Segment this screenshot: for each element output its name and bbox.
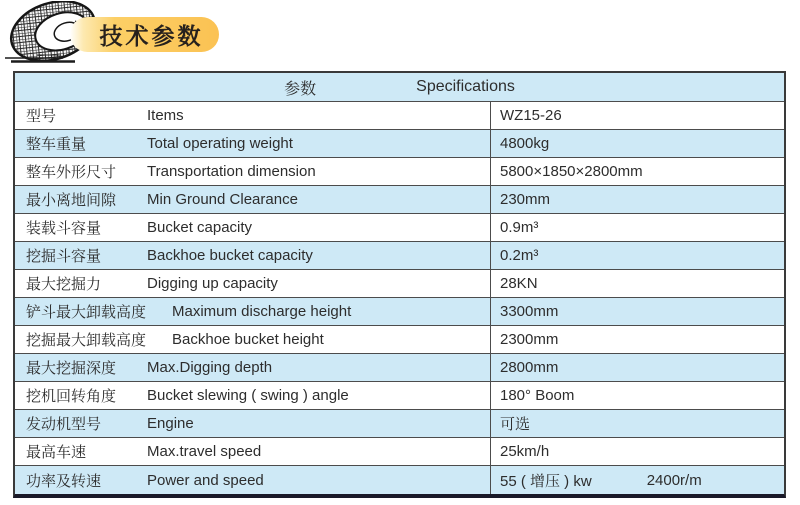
row-value-cell — [490, 326, 784, 353]
row-value: 55 ( 增压 ) kw — [500, 472, 592, 490]
spec-table — [13, 71, 786, 498]
row-value-cell — [490, 130, 784, 157]
row-label-cn: 型号 — [26, 108, 57, 125]
table-row — [15, 438, 784, 466]
table-row — [15, 130, 784, 158]
table-row — [15, 214, 784, 242]
table-header-cn: 参数 — [284, 80, 317, 98]
row-label-cell — [15, 186, 490, 213]
table-row — [15, 410, 784, 438]
table-row — [15, 270, 784, 298]
row-label-cn: 最小离地间隙 — [26, 192, 117, 209]
table-row — [15, 298, 784, 326]
row-value-cell — [490, 270, 784, 297]
row-label-en: Total operating weight — [147, 135, 293, 152]
row-value: 5800×1850×2800mm — [500, 163, 643, 180]
table-row — [15, 186, 784, 214]
row-value: 2300mm — [500, 331, 559, 348]
row-label-cell — [15, 438, 490, 465]
row-label-cn: 发动机型号 — [26, 416, 102, 433]
section-title: 技术参数 — [99, 23, 204, 49]
row-label-cell — [15, 382, 490, 409]
table-row — [15, 158, 784, 186]
row-label-en: Bucket capacity — [147, 219, 253, 236]
row-label-cell — [15, 326, 490, 353]
row-label-cn: 装载斗容量 — [26, 220, 102, 237]
row-label-en: Backhoe bucket height — [172, 331, 324, 348]
row-value: WZ15-26 — [500, 107, 562, 124]
row-label-cell — [15, 354, 490, 381]
row-label-en: Bucket slewing ( swing ) angle — [147, 387, 349, 404]
row-value: 3300mm — [500, 303, 559, 320]
row-value: 230mm — [500, 191, 551, 208]
row-value-cell — [490, 186, 784, 213]
row-label-cn: 整车重量 — [26, 136, 87, 153]
row-label-en: Engine — [147, 415, 194, 432]
row-label-cell — [15, 466, 490, 494]
row-label-cell — [15, 270, 490, 297]
row-value: 0.9m³ — [500, 219, 539, 236]
row-value-cell — [490, 242, 784, 269]
row-value-extra: 2400r/m — [646, 471, 702, 489]
row-label-en: Maximum discharge height — [172, 303, 352, 320]
row-label-cn: 最高车速 — [26, 444, 87, 461]
row-label-en: Power and speed — [147, 471, 264, 489]
row-label-en: Transportation dimension — [147, 163, 316, 180]
row-value-cell — [490, 214, 784, 241]
row-value-cell — [490, 102, 784, 129]
row-value-cell — [490, 438, 784, 465]
row-label-en: Digging up capacity — [147, 275, 278, 292]
row-value: 28KN — [500, 275, 538, 292]
row-label-cell — [15, 298, 490, 325]
row-label-cn: 挖掘最大卸载高度 — [26, 332, 147, 349]
row-value-cell — [490, 466, 784, 494]
row-label-cell — [15, 410, 490, 437]
row-value: 可选 — [500, 416, 531, 433]
table-row — [15, 326, 784, 354]
row-value: 0.2m³ — [500, 247, 539, 264]
row-label-cell — [15, 242, 490, 269]
row-label-cell — [15, 214, 490, 241]
row-value-cell — [490, 410, 784, 437]
row-value-cell — [490, 158, 784, 185]
row-value: 2800mm — [500, 359, 559, 376]
table-header-en: Specifications — [416, 78, 515, 95]
table-row — [15, 466, 784, 494]
row-label-cn: 铲斗最大卸载高度 — [26, 304, 147, 321]
row-value-cell — [490, 382, 784, 409]
row-label-cn: 功率及转速 — [26, 472, 102, 490]
row-label-en: Max.travel speed — [147, 443, 262, 460]
table-row — [15, 242, 784, 270]
row-label-cn: 挖机回转角度 — [26, 388, 117, 405]
row-label-cn: 最大挖掘力 — [26, 276, 102, 293]
row-label-en: Items — [147, 107, 184, 124]
row-label-en: Backhoe bucket capacity — [147, 247, 313, 264]
row-label-cell — [15, 102, 490, 129]
row-label-en: Max.Digging depth — [147, 359, 273, 376]
row-label-cn: 整车外形尺寸 — [26, 164, 117, 181]
row-label-cn: 挖掘斗容量 — [26, 248, 102, 265]
table-header-row — [15, 73, 784, 102]
table-row — [15, 102, 784, 130]
row-value-cell — [490, 354, 784, 381]
row-value: 180° Boom — [500, 387, 575, 404]
table-row — [15, 382, 784, 410]
section-title-badge — [70, 17, 219, 52]
row-value: 4800kg — [500, 135, 550, 152]
row-label-en: Min Ground Clearance — [147, 191, 298, 208]
row-label-cell — [15, 130, 490, 157]
row-value-cell — [490, 298, 784, 325]
row-label-cell — [15, 158, 490, 185]
table-row — [15, 354, 784, 382]
row-label-cn: 最大挖掘深度 — [26, 360, 117, 377]
row-value: 25km/h — [500, 443, 550, 460]
